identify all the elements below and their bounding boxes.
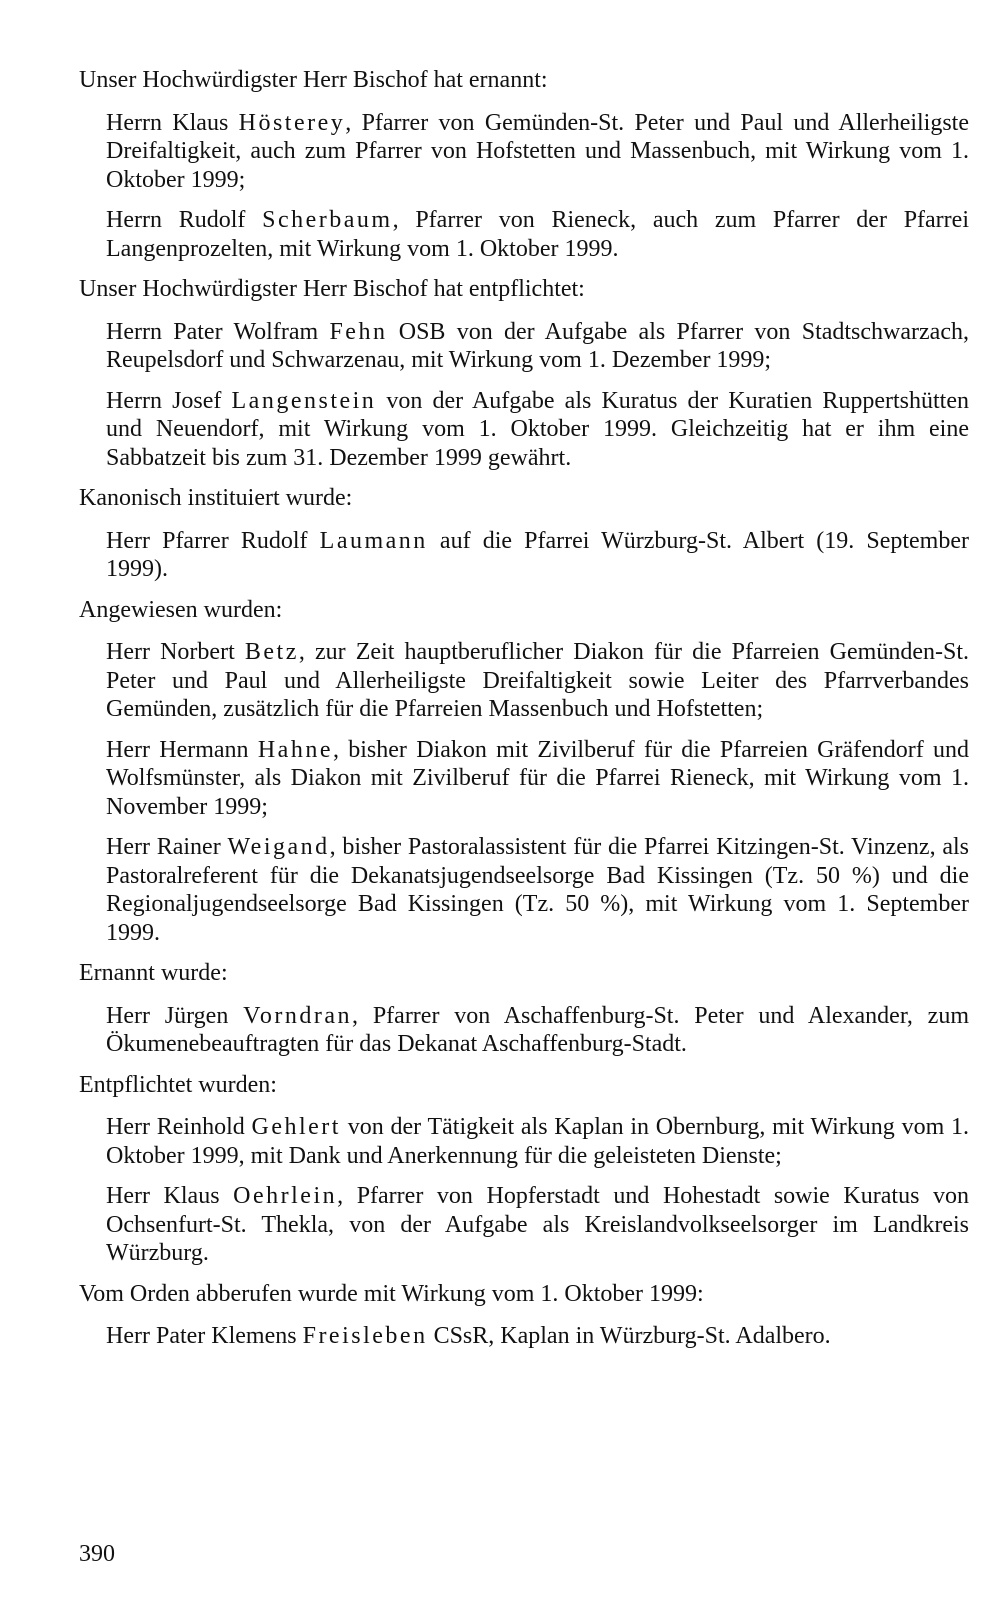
announcement-entry: Herrn Klaus Hösterey, Pfarrer von Gemünden-St. Peter und Paul und Allerheiligste Dreifaltigkeit, auch zum Pfarrer von Hofstetten und Massenbuch, mit Wirkung vom 1. Oktober 1999; bbox=[106, 109, 970, 193]
announcement-entry: Herr Jürgen Vorndran, Pfarrer von Aschaffenburg-St. Peter und Alexander, zum Ökumenebeauftragten für das Dekanat Aschaffenburg-Stadt. bbox=[106, 1002, 969, 1057]
announcement-entry: Herr Pater Klemens Freisleben CSsR, Kaplan in Würzburg-St. Adalbero. bbox=[106, 1323, 831, 1349]
announcement-entry: Herr Norbert Betz, zur Zeit hauptberuflicher Diakon für die Pfarreien Gemünden-St. Peter und Paul und Allerheiligste Dreifaltigkeit sowie Leiter des Pfarrverbandes Gemünden, zusätzlich für die Pfarreien Massenbuch und Hofstetten; bbox=[106, 639, 969, 722]
person-surname: Hösterey bbox=[238, 109, 346, 136]
person-surname: Freisleben bbox=[302, 1323, 428, 1349]
person-surname: Langenstein bbox=[231, 387, 377, 414]
announcement-entry: Herrn Josef Langenstein von der Aufgabe als Kuratus der Kuratien Ruppertshütten und Neuendorf, mit Wirkung vom 1. Oktober 1999. Gleichzeitig hat er ihm eine Sabbatzeit bis zum 31. Dezember 1999 gewährt. bbox=[106, 387, 970, 471]
page-number: 390 bbox=[79, 1541, 115, 1567]
announcement-entry: Herr Hermann Hahne, bisher Diakon mit Zivilberuf für die Pfarreien Gräfendorf und Wolfsmünster, als Diakon mit Zivilberuf für die Pfarrei Rieneck, mit Wirkung vom 1. November 1999; bbox=[106, 736, 970, 820]
section-heading: Entpflichtet wurden: bbox=[79, 1071, 277, 1098]
person-surname: Betz bbox=[244, 639, 299, 665]
person-surname: Fehn bbox=[329, 318, 388, 345]
section-heading: Unser Hochwürdigster Herr Bischof hat ernannt: bbox=[79, 67, 548, 93]
announcement-entry: Herr Klaus Oehrlein, Pfarrer von Hopferstadt und Hohestadt sowie Kuratus von Ochsenfurt-St. Thekla, von der Aufgabe als Kreislandvolkseelsorger im Landkreis Würzburg. bbox=[106, 1183, 969, 1266]
person-surname: Scherbaum bbox=[262, 207, 393, 233]
person-surname: Vorndran bbox=[243, 1002, 353, 1029]
section-heading: Vom Orden abberufen wurde mit Wirkung vom 1. Oktober 1999: bbox=[79, 1280, 704, 1307]
announcement-entry: Herr Reinhold Gehlert von der Tätigkeit als Kaplan in Obernburg, mit Wirkung vom 1. Oktober 1999, mit Dank und Anerkennung für die geleisteten Dienste; bbox=[106, 1114, 969, 1169]
section-heading: Ernannt wurde: bbox=[79, 960, 228, 986]
section-heading: Kanonisch instituiert wurde: bbox=[79, 485, 353, 511]
person-surname: Laumann bbox=[319, 527, 428, 554]
announcement-entry: Herrn Rudolf Scherbaum, Pfarrer von Rieneck, auch zum Pfarrer der Pfarrei Langenprozelten, mit Wirkung vom 1. Oktober 1999. bbox=[106, 207, 969, 262]
announcements-body bbox=[79, 66, 969, 1363]
announcement-entry: Herrn Pater Wolfram Fehn OSB von der Aufgabe als Pfarrer von Stadtschwarzach, Reupelsdorf und Schwarzenau, mit Wirkung vom 1. Dezember 1999; bbox=[106, 318, 969, 373]
person-surname: Gehlert bbox=[251, 1114, 341, 1140]
person-surname: Oehrlein bbox=[233, 1183, 338, 1209]
section-heading: Angewiesen wurden: bbox=[79, 596, 283, 623]
section-heading: Unser Hochwürdigster Herr Bischof hat entpflichtet: bbox=[79, 276, 585, 302]
person-surname: Weigand bbox=[227, 834, 330, 860]
announcement-entry: Herr Pfarrer Rudolf Laumann auf die Pfarrei Würzburg-St. Albert (19. September 1999). bbox=[106, 527, 969, 582]
announcement-entry: Herr Rainer Weigand, bisher Pastoralassistent für die Pfarrei Kitzingen-St. Vinzenz, als Pastoralreferent für die Dekanatsjugendseelsorge Bad Kissingen (Tz. 50 %) und die Regionaljugendseelsorge Bad Kissingen (Tz. 50 %), mit Wirkung vom 1. September 1999. bbox=[106, 834, 969, 946]
person-surname: Hahne bbox=[257, 736, 333, 763]
